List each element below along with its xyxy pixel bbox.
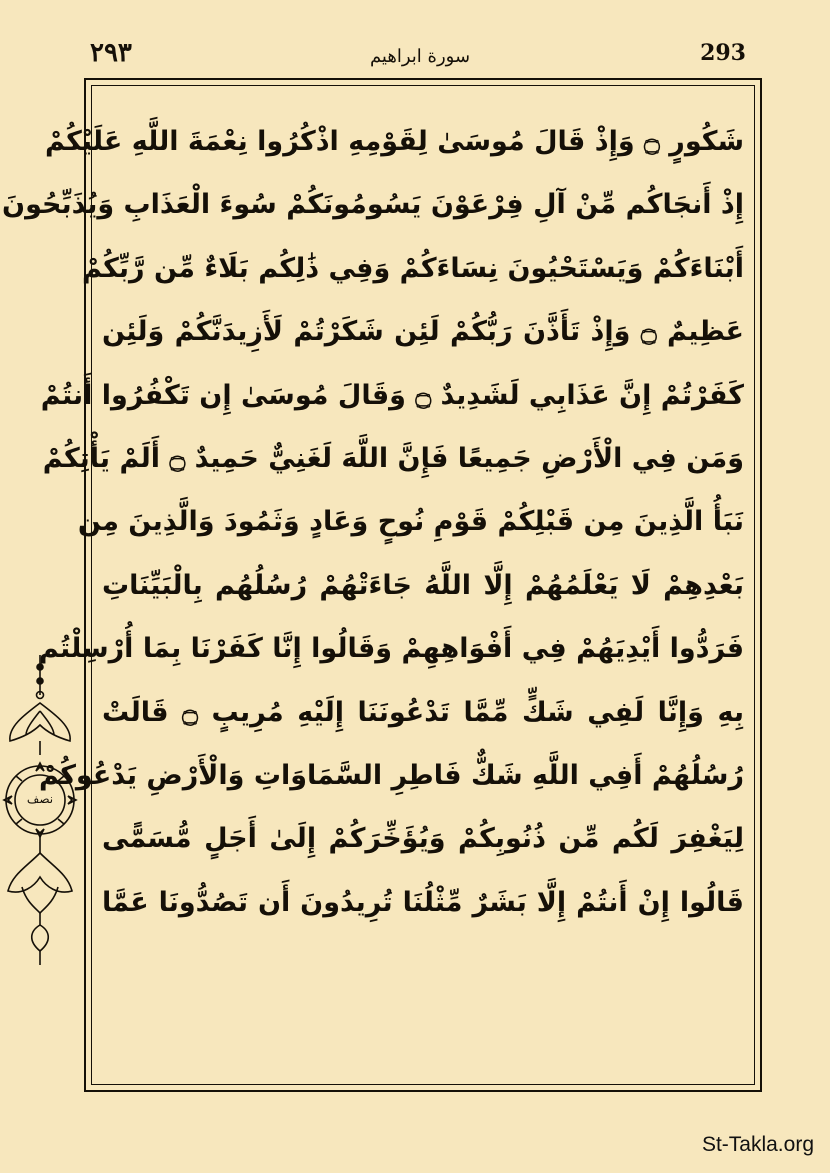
watermark: St-Takla.org xyxy=(701,1133,814,1156)
surah-title: سورة ابراهيم xyxy=(369,46,471,67)
text-line: شَكُورٍ ۝ وَإِذْ قَالَ مُوسَىٰ لِقَوْمِهِ اذْكُرُوا نِعْمَةَ اللَّهِ عَلَيْكُمْ xyxy=(44,126,744,157)
text-line: رُسُلُهُمْ أَفِي اللَّهِ شَكٌّ فَاطِرِ السَّمَاوَاتِ وَالْأَرْضِ يَدْعُوكُمْ xyxy=(39,759,744,791)
text-line: إِذْ أَنجَاكُم مِّنْ آلِ فِرْعَوْنَ يَسُومُونَكُمْ سُوءَ الْعَذَابِ وَيُذَبِّحُونَ xyxy=(2,189,744,221)
text-line: بِهِ وَإِنَّا لَفِي شَكٍّ مِّمَّا تَدْعُونَنَا إِلَيْهِ مُرِيبٍ ۝ قَالَتْ xyxy=(102,696,744,728)
text-line: قَالُوا إِنْ أَنتُمْ إِلَّا بَشَرٌ مِّثْلُنَا تُرِيدُونَ أَن تَصُدُّونَا عَمَّا xyxy=(102,886,744,918)
text-line: كَفَرْتُمْ إِنَّ عَذَابِي لَشَدِيدٌ ۝ وَقَالَ مُوسَىٰ إِن تَكْفُرُوا أَنتُمْ xyxy=(40,379,744,411)
text-line: أَبْنَاءَكُمْ وَيَسْتَحْيُونَ نِسَاءَكُمْ وَفِي ذَٰلِكُم بَلَاءٌ مِّن رَّبِّكُمْ xyxy=(82,252,744,284)
text-line: وَمَن فِي الْأَرْضِ جَمِيعًا فَإِنَّ اللَّهَ لَغَنِيٌّ حَمِيدٌ ۝ أَلَمْ يَأْتِكُمْ xyxy=(42,442,744,474)
text-line: بَعْدِهِمْ لَا يَعْلَمُهُمْ إِلَّا اللَّهُ جَاءَتْهُمْ رُسُلُهُم بِالْبَيِّنَاتِ xyxy=(102,569,744,601)
page-number-latin: 293 xyxy=(700,40,746,66)
ornament-icon xyxy=(4,655,76,965)
page-number-arabic: ٢٩٣ xyxy=(90,38,132,68)
page-header xyxy=(80,38,760,76)
text-line: نَبَأُ الَّذِينَ مِن قَبْلِكُمْ قَوْمِ نُوحٍ وَعَادٍ وَثَمُودَ وَالَّذِينَ مِن xyxy=(77,506,744,538)
ornament-label: نصف xyxy=(26,792,54,806)
text-line: فَرَدُّوا أَيْدِيَهُمْ فِي أَفْوَاهِهِمْ وَقَالُوا إِنَّا كَفَرْنَا بِمَا أُرْسِلْتُم xyxy=(38,633,744,665)
hizb-marker-ornament xyxy=(4,655,76,965)
text-line: لِيَغْفِرَ لَكُم مِّن ذُنُوبِكُمْ وَيُؤَخِّرَكُمْ إِلَىٰ أَجَلٍ مُّسَمًّى xyxy=(102,823,744,855)
text-line: عَظِيمٌ ۝ وَإِذْ تَأَذَّنَ رَبُّكُمْ لَئِن شَكَرْتُمْ لَأَزِيدَنَّكُمْ وَلَئِن xyxy=(102,316,744,348)
